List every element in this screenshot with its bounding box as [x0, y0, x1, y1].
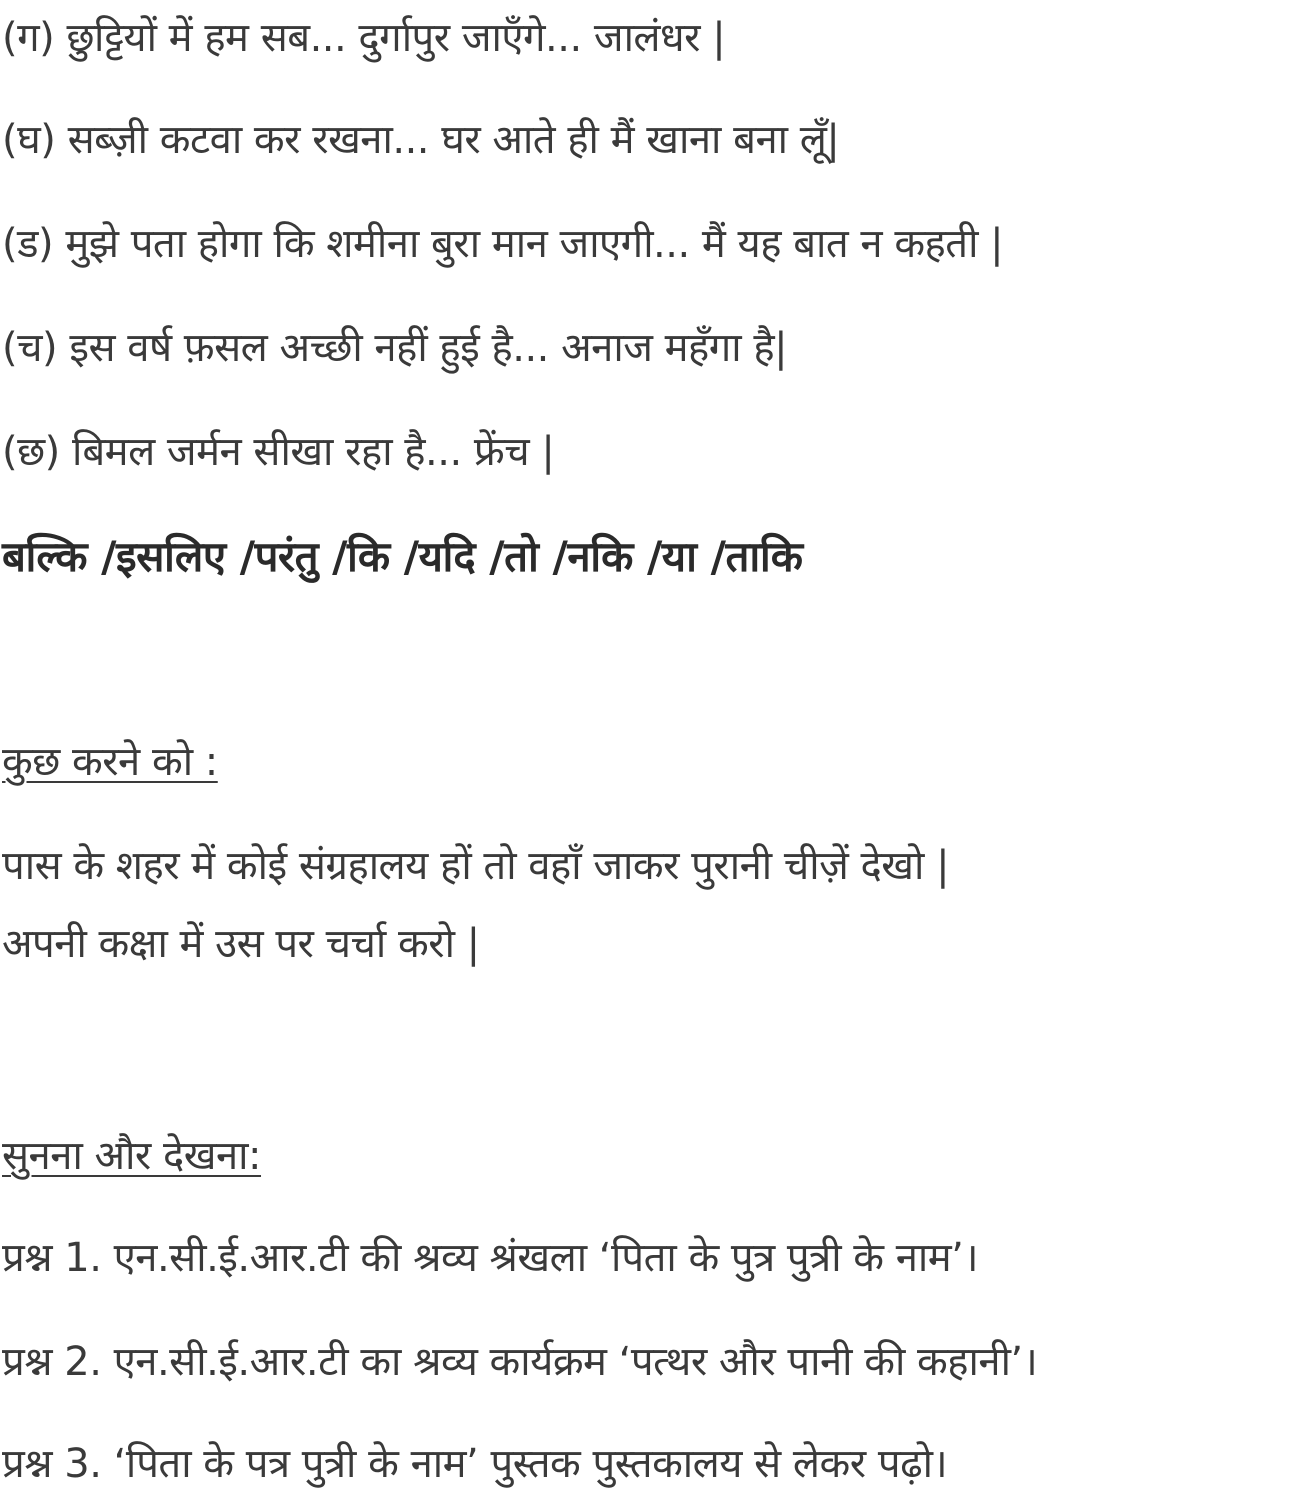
activity-line-2: अपनी कक्षा में उस पर चर्चा करो | [2, 921, 480, 967]
activity-heading: कुछ करने को : [2, 739, 218, 785]
exercise-item-ch: (च) इस वर्ष फ़सल अच्छी नहीं हुई है... अनाज महँगा है| [2, 325, 788, 371]
conjunctions-list: बल्कि /इसलिए /परंतु /कि /यदि /तो /नकि /या /ताकि [2, 532, 803, 581]
question-2: प्रश्न 2. एन.सी.ई.आर.टी का श्रव्य कार्यक्रम ‘पत्थर और पानी की कहानी’। [2, 1339, 1038, 1385]
activity-line-1: पास के शहर में कोई संग्रहालय हों तो वहाँ जाकर पुरानी चीज़ें देखो | [2, 843, 950, 889]
listening-heading: सुनना और देखना: [2, 1133, 262, 1179]
exercise-item-g: (ग) छुट्टियों में हम सब... दुर्गापुर जाएँगे... जालंधर | [2, 15, 726, 61]
exercise-item-chh: (छ) बिमल जर्मन सीखा रहा है... फ्रेंच | [2, 429, 555, 475]
question-1: प्रश्न 1. एन.सी.ई.आर.टी की श्रव्य श्रंखला ‘पिता के पुत्र पुत्री के नाम’। [2, 1235, 979, 1281]
exercise-item-gh: (घ) सब्ज़ी कटवा कर रखना... घर आते ही मैं खाना बना लूँ| [2, 117, 840, 163]
exercise-item-d: (ड) मुझे पता होगा कि शमीना बुरा मान जाएगी... मैं यह बात न कहती | [2, 221, 1004, 267]
question-3: प्रश्न 3. ‘पिता के पत्र पुत्री के नाम’ पुस्तक पुस्तकालय से लेकर पढ़ो। [2, 1441, 948, 1487]
